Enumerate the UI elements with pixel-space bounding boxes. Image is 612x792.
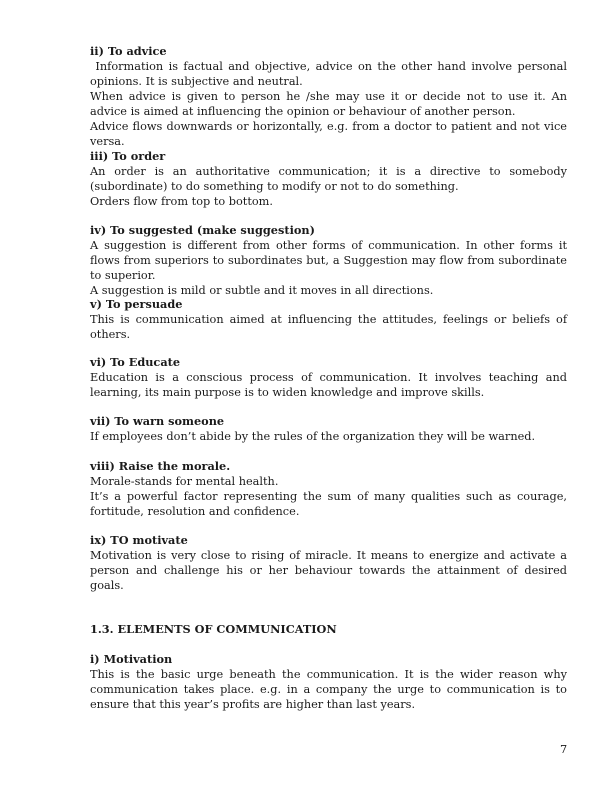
page-number: 7 (560, 743, 568, 756)
section-to-advice (90, 44, 571, 149)
section-text: A suggestion is different from other forms of communication. In other forms it flows from superiors to subordinates but, a Suggestion may flow from subordinate to superior. (90, 239, 567, 282)
section-text: This is the basic urge beneath the communication. It is the wider reason why communication takes place. e.g. in a company the urge to communication is to ensure that this year’s profits are higher than last years. (90, 668, 567, 711)
section-text: Motivation is very close to rising of miracle. It means to energize and activate a person and challenge his or her behaviour towards the attainment of desired goals. (90, 549, 567, 592)
section-raise-morale (90, 459, 567, 519)
section-text: An order is an authoritative communication; it is a directive to somebody (subordinate) to do something to modify or not to do something. (90, 165, 567, 193)
section-heading: iii) To order (90, 149, 166, 163)
section-motivation (90, 652, 567, 712)
section-heading: viii) Raise the morale. (90, 459, 231, 473)
section-heading: i) Motivation (90, 652, 173, 666)
section-to-warn (90, 414, 567, 444)
section-heading: iv) To suggested (make suggestion) (90, 223, 315, 237)
section-heading: ix) TO motivate (90, 533, 188, 547)
section-text: This is communication aimed at influencing the attitudes, feelings or beliefs of others. (90, 313, 567, 341)
section-text: Information is factual and objective, advice on the other hand involve personal opinions. It is subjective and neutral. (90, 60, 571, 88)
section-text: If employees don’t abide by the rules of the organization they will be warned. (90, 430, 536, 443)
section-to-educate (90, 355, 567, 400)
section-to-suggest (90, 223, 567, 298)
section-heading: vii) To warn someone (90, 414, 225, 428)
section-to-persuade (90, 297, 567, 342)
section-heading: v) To persuade (90, 297, 183, 311)
section-text: Advice flows downwards or horizontally, e.g. from a doctor to patient and not vice versa. (90, 120, 567, 148)
section-text: A suggestion is mild or subtle and it moves in all directions. (90, 284, 434, 297)
section-heading: ii) To advice (90, 44, 167, 58)
section-text: Orders flow from top to bottom. (90, 195, 273, 208)
section-text: Education is a conscious process of communication. It involves teaching and learning, its main purpose is to widen knowledge and improve skills. (90, 371, 567, 399)
elements-heading: 1.3. ELEMENTS OF COMMUNICATION (90, 622, 337, 636)
section-to-motivate (90, 533, 567, 593)
section-to-order (90, 149, 567, 209)
section-text: It’s a powerful factor representing the sum of many qualities such as courage, fortitude, resolution and confidence. (90, 490, 567, 518)
section-text: Morale-stands for mental health. (90, 475, 279, 488)
section-text: When advice is given to person he /she may use it or decide not to use it. An advice is aimed at influencing the opinion or behaviour of another person. (90, 90, 567, 118)
section-heading: vi) To Educate (90, 355, 181, 369)
